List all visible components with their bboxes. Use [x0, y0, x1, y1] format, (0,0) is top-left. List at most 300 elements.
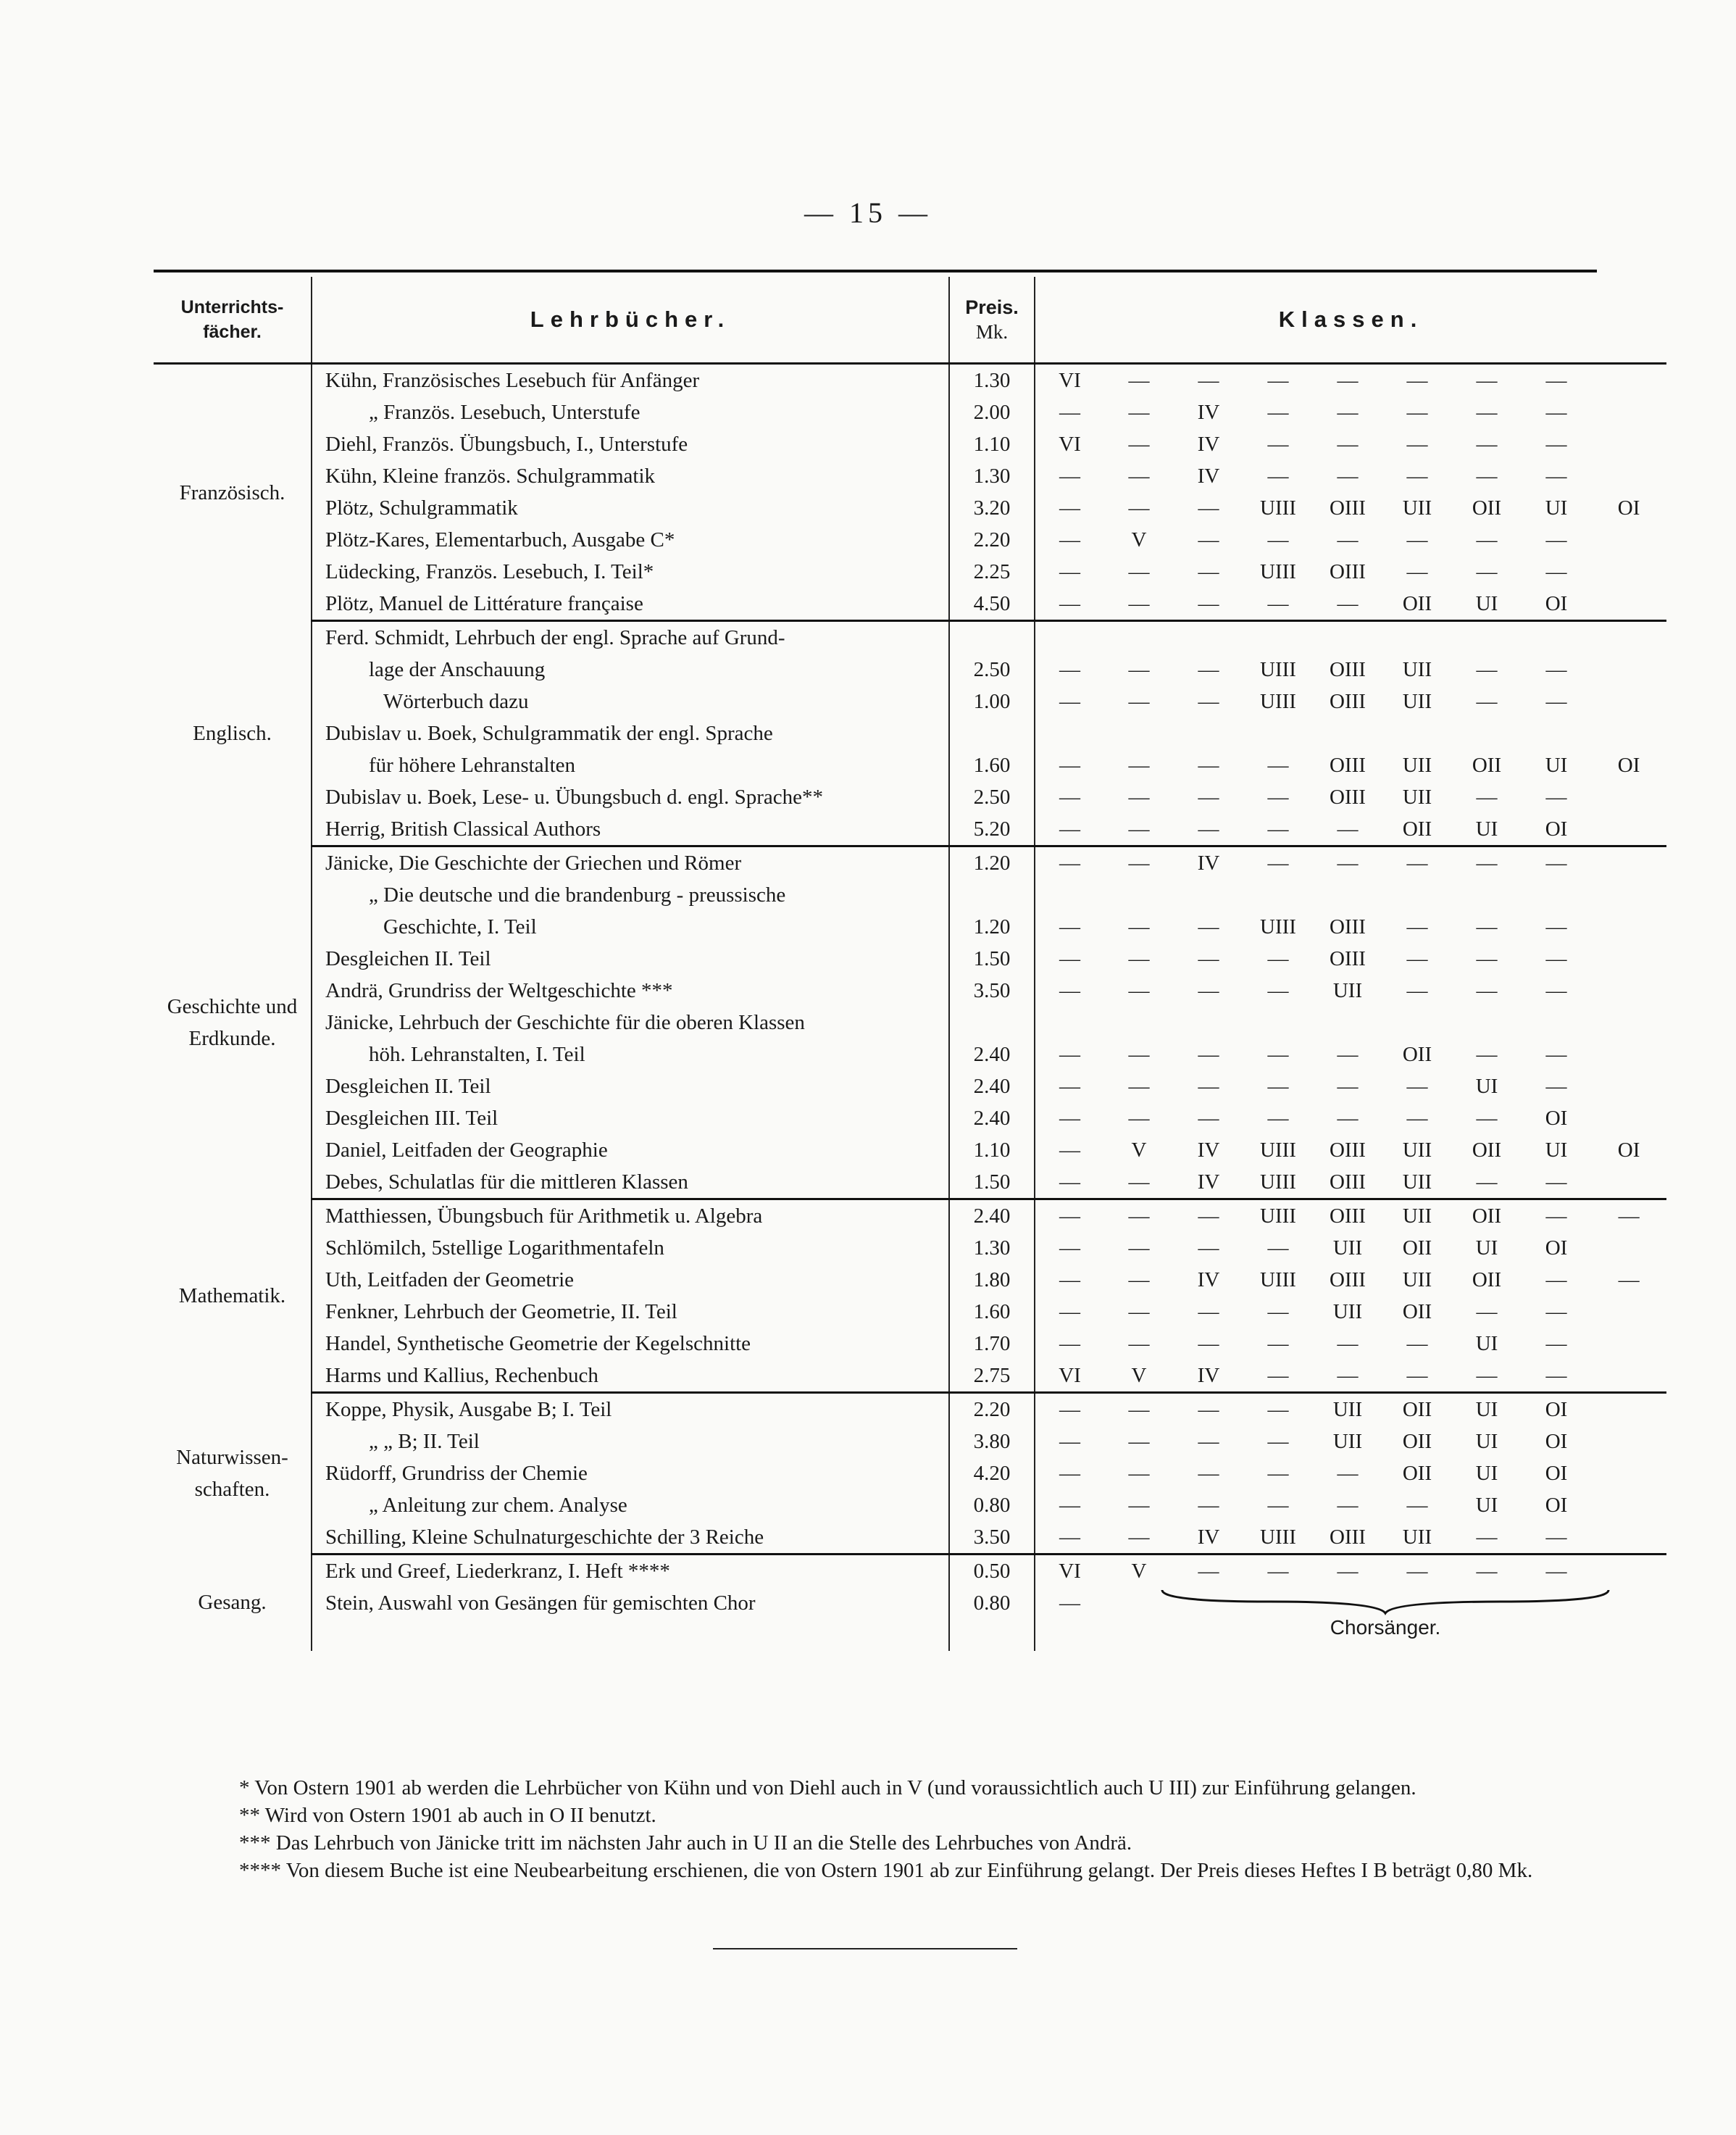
class-cell — [1591, 686, 1666, 717]
class-cell — [1243, 717, 1313, 749]
class-cell: — — [1476, 1559, 1498, 1583]
class-cell: — — [1128, 915, 1150, 939]
table-row — [154, 781, 1666, 813]
book-title: „ Anleitung zur chem. Analyse — [312, 1489, 949, 1521]
book-price — [949, 879, 1035, 911]
class-cell: — — [1267, 785, 1289, 809]
book-title: Wörterbuch dazu — [312, 686, 949, 717]
table-row — [154, 1166, 1666, 1199]
table-row — [154, 492, 1666, 524]
book-title: „ Französ. Lesebuch, Unterstufe — [312, 396, 949, 428]
class-cell: — — [1267, 978, 1289, 1002]
class-cell — [1591, 1232, 1666, 1264]
class-cell: V — [1104, 1360, 1174, 1393]
table-row — [154, 1426, 1666, 1457]
class-cell: — — [1406, 1331, 1428, 1355]
table-row — [154, 1521, 1666, 1555]
table-row — [154, 396, 1666, 428]
class-cell — [1591, 428, 1666, 460]
class-cell: — — [1128, 1236, 1150, 1260]
class-cell — [1452, 1007, 1522, 1039]
class-cell: OI — [1545, 1397, 1568, 1421]
class-cell — [1591, 1007, 1666, 1039]
class-cell: IV — [1174, 1166, 1243, 1199]
book-title: Herrig, British Classical Authors — [312, 813, 949, 846]
class-cell: VI — [1035, 1555, 1104, 1588]
table-row — [154, 1102, 1666, 1134]
class-cell: UII — [1402, 1268, 1432, 1291]
subject-cell: Geschichte und Erdkunde. — [167, 995, 298, 1050]
class-cell: OIII — [1330, 689, 1366, 713]
class-cell — [1591, 717, 1666, 749]
table-row — [154, 1007, 1666, 1039]
book-title: Andrä, Grundriss der Weltgeschichte *** — [312, 975, 949, 1007]
class-cell: — — [1618, 1204, 1640, 1228]
class-cell: UI — [1475, 1493, 1498, 1517]
class-cell: — — [1035, 1296, 1104, 1328]
class-cell: — — [1267, 946, 1289, 970]
class-cell: OI — [1545, 1429, 1568, 1453]
class-cell: OIII — [1330, 753, 1366, 777]
footnote-4: **** Von diesem Buche ist eine Neubearbeitung erschienen, die von Ostern 1901 ab zur Einführung gelangt. Der Preis dieses Heftes I B beträgt 0,80 Mk. — [239, 1859, 1533, 1882]
table-row — [154, 364, 1666, 397]
book-title: für höhere Lehranstalten — [312, 749, 949, 781]
book-title: Harms und Kallius, Rechenbuch — [312, 1360, 949, 1393]
class-cell — [1382, 717, 1452, 749]
class-cell — [1591, 1489, 1666, 1521]
class-cell: — — [1406, 1559, 1428, 1583]
class-cell: — — [1406, 978, 1428, 1002]
table-row — [154, 879, 1666, 911]
class-cell: — — [1035, 1039, 1104, 1070]
book-price: 2.75 — [949, 1360, 1035, 1393]
class-cell: UI — [1545, 753, 1568, 777]
book-title: Uth, Leitfaden der Geometrie — [312, 1264, 949, 1296]
class-cell: — — [1035, 556, 1104, 588]
class-cell: — — [1035, 1393, 1104, 1426]
book-price: 4.50 — [949, 588, 1035, 621]
class-cell — [1104, 1007, 1174, 1039]
class-cell: OI — [1617, 753, 1640, 777]
class-cell: — — [1128, 689, 1150, 713]
class-cell: — — [1476, 978, 1498, 1002]
class-cell: — — [1337, 464, 1359, 488]
class-cell — [1174, 621, 1243, 654]
class-cell: — — [1267, 528, 1289, 552]
class-cell: OI — [1545, 1461, 1568, 1485]
class-cell — [1174, 1007, 1243, 1039]
class-cell: — — [1128, 559, 1150, 583]
class-cell: — — [1104, 588, 1174, 621]
subject-cell: Naturwissen-schaften. — [176, 1446, 288, 1501]
class-cell: — — [1243, 1360, 1313, 1393]
class-cell: — — [1406, 915, 1428, 939]
class-cell: OI — [1617, 1138, 1640, 1162]
class-cell: — — [1128, 753, 1150, 777]
class-cell: — — [1035, 781, 1104, 813]
class-cell — [1591, 879, 1666, 911]
book-price: 2.40 — [949, 1039, 1035, 1070]
class-cell: UII — [1402, 753, 1432, 777]
class-cell: — — [1476, 432, 1498, 456]
class-cell: — — [1198, 753, 1219, 777]
table-row — [154, 975, 1666, 1007]
class-cell: — — [1035, 846, 1104, 880]
book-title: Schlömilch, 5stellige Logarithmentafeln — [312, 1232, 949, 1264]
class-cell: IV — [1197, 432, 1220, 456]
class-cell — [1035, 1007, 1104, 1039]
class-cell: OIII — [1330, 657, 1366, 681]
class-cell: OII — [1382, 813, 1452, 846]
book-title: Rüdorff, Grundriss der Chemie — [312, 1457, 949, 1489]
class-cell: — — [1476, 851, 1498, 875]
book-title: Plötz, Schulgrammatik — [312, 492, 949, 524]
table-row — [154, 846, 1666, 880]
class-cell: OI — [1545, 1236, 1568, 1260]
class-cell: — — [1476, 689, 1498, 713]
class-cell: — — [1035, 588, 1104, 621]
book-title: Desgleichen III. Teil — [312, 1102, 949, 1134]
book-title: Plötz, Manuel de Littérature française — [312, 588, 949, 621]
class-cell: OII — [1402, 1299, 1432, 1323]
class-cell: UI — [1475, 1236, 1498, 1260]
class-cell: — — [1198, 1559, 1219, 1583]
book-price: 3.50 — [949, 1521, 1035, 1555]
table-row — [154, 556, 1666, 588]
book-price: 1.70 — [949, 1328, 1035, 1360]
book-price: 2.50 — [949, 654, 1035, 686]
class-cell — [1591, 911, 1666, 943]
table-row — [154, 621, 1666, 654]
class-cell: — — [1267, 1042, 1289, 1066]
book-price: 2.40 — [949, 1102, 1035, 1134]
class-cell: — — [1104, 813, 1174, 846]
class-cell: UII — [1402, 785, 1432, 809]
table-row — [154, 1232, 1666, 1264]
book-title: Debes, Schulatlas für die mittleren Klassen — [312, 1166, 949, 1199]
class-cell: — — [1035, 654, 1104, 686]
page-number: — 15 — — [804, 196, 932, 229]
book-price: 1.50 — [949, 943, 1035, 975]
class-cell: OIII — [1330, 915, 1366, 939]
class-cell — [1243, 621, 1313, 654]
book-title: Kühn, Kleine französ. Schulgrammatik — [312, 460, 949, 492]
book-price — [949, 621, 1035, 654]
class-cell: — — [1198, 1493, 1219, 1517]
class-cell: UII — [1402, 1138, 1432, 1162]
class-cell: OIII — [1330, 1138, 1366, 1162]
subject-cell: Englisch. — [193, 722, 272, 745]
class-cell: — — [1035, 1102, 1104, 1134]
table-row — [154, 911, 1666, 943]
class-cell: OII — [1382, 588, 1452, 621]
class-cell: OIII — [1330, 946, 1366, 970]
class-cell: — — [1128, 1204, 1150, 1228]
book-price: 1.30 — [949, 364, 1035, 397]
class-cell: IV — [1174, 1360, 1243, 1393]
class-cell: — — [1406, 1106, 1428, 1130]
class-cell: UII — [1382, 1166, 1452, 1199]
footnotes — [138, 1774, 1587, 1884]
book-price: 2.50 — [949, 781, 1035, 813]
class-cell: — — [1174, 813, 1243, 846]
class-cell — [1591, 1102, 1666, 1134]
class-cell: — — [1337, 432, 1359, 456]
class-cell — [1591, 524, 1666, 556]
class-cell — [1591, 654, 1666, 686]
class-cell: — — [1128, 400, 1150, 424]
class-cell: UII — [1382, 1521, 1452, 1555]
class-cell: OII — [1402, 1461, 1432, 1485]
header-subject: Unterrichts-fächer. — [180, 297, 284, 342]
class-cell: — — [1128, 1268, 1150, 1291]
class-cell: UII — [1332, 1429, 1363, 1453]
class-cell: — — [1128, 496, 1150, 520]
chorsaenger-brace — [1104, 1587, 1666, 1651]
class-cell: VI — [1035, 1360, 1104, 1393]
table-row — [154, 588, 1666, 621]
class-cell: — — [1267, 1074, 1289, 1098]
table-row — [154, 1134, 1666, 1166]
subject-cell: Gesang. — [198, 1591, 267, 1615]
class-cell: OII — [1472, 1204, 1502, 1228]
class-cell: — — [1545, 528, 1567, 552]
book-price: 1.00 — [949, 686, 1035, 717]
class-cell: — — [1128, 1493, 1150, 1517]
class-cell: VI — [1035, 428, 1104, 460]
class-cell: — — [1198, 1461, 1219, 1485]
class-cell — [1591, 460, 1666, 492]
class-cell: — — [1128, 1042, 1150, 1066]
class-cell: — — [1382, 1360, 1452, 1393]
class-cell — [1591, 1457, 1666, 1489]
class-cell: — — [1545, 1331, 1567, 1355]
class-cell — [1591, 1296, 1666, 1328]
class-cell: — — [1128, 785, 1150, 809]
class-cell: — — [1198, 978, 1219, 1002]
book-title: Jänicke, Lehrbuch der Geschichte für die oberen Klassen — [312, 1007, 949, 1039]
class-cell — [1104, 621, 1174, 654]
class-cell — [1313, 1007, 1382, 1039]
class-cell — [1174, 879, 1243, 911]
book-price: 0.80 — [949, 1587, 1035, 1619]
class-cell — [1591, 364, 1666, 397]
class-cell — [1591, 1328, 1666, 1360]
class-cell: — — [1313, 813, 1382, 846]
class-cell: — — [1035, 1070, 1104, 1102]
class-cell: — — [1313, 588, 1382, 621]
class-cell: — — [1198, 496, 1219, 520]
class-cell: UI — [1545, 1138, 1568, 1162]
book-price: 2.40 — [949, 1070, 1035, 1102]
book-price: 1.10 — [949, 428, 1035, 460]
class-cell — [1591, 621, 1666, 654]
book-price: 1.20 — [949, 911, 1035, 943]
book-price: 0.50 — [949, 1555, 1035, 1588]
book-price: 1.20 — [949, 846, 1035, 880]
class-cell — [1591, 1360, 1666, 1393]
class-cell: — — [1545, 978, 1567, 1002]
book-price: 0.80 — [949, 1489, 1035, 1521]
class-cell: — — [1035, 1426, 1104, 1457]
class-cell: — — [1198, 1106, 1219, 1130]
book-title: Stein, Auswahl von Gesängen für gemischten Chor — [312, 1587, 949, 1619]
class-cell — [1591, 975, 1666, 1007]
class-cell — [1591, 1426, 1666, 1457]
class-cell: — — [1267, 1331, 1289, 1355]
book-title: „ „ B; II. Teil — [312, 1426, 949, 1457]
class-cell: — — [1545, 559, 1567, 583]
class-cell: — — [1545, 785, 1567, 809]
book-title: Geschichte, I. Teil — [312, 911, 949, 943]
class-cell: — — [1406, 432, 1428, 456]
class-cell — [1313, 621, 1382, 654]
class-cell: UII — [1402, 496, 1432, 520]
table-row — [154, 943, 1666, 975]
class-cell — [1522, 621, 1591, 654]
book-price: 2.20 — [949, 1393, 1035, 1426]
book-price: 3.80 — [949, 1426, 1035, 1457]
class-cell: — — [1406, 559, 1428, 583]
class-cell — [1035, 621, 1104, 654]
class-cell: — — [1452, 1521, 1522, 1555]
class-cell: — — [1337, 400, 1359, 424]
class-cell: OI — [1522, 588, 1591, 621]
book-title: höh. Lehranstalten, I. Teil — [312, 1039, 949, 1070]
table-row — [154, 749, 1666, 781]
class-cell: — — [1476, 657, 1498, 681]
class-cell: — — [1267, 1493, 1289, 1517]
class-cell: — — [1035, 1166, 1104, 1199]
class-cell: — — [1267, 464, 1289, 488]
class-cell: — — [1267, 851, 1289, 875]
book-price: 1.60 — [949, 1296, 1035, 1328]
class-cell: UI — [1475, 1429, 1498, 1453]
class-cell: — — [1035, 1134, 1104, 1166]
class-cell: UIII — [1260, 1138, 1296, 1162]
class-cell: OI — [1617, 496, 1640, 520]
class-cell: UIII — [1260, 915, 1296, 939]
class-cell: — — [1476, 785, 1498, 809]
class-cell: — — [1035, 749, 1104, 781]
book-title: Koppe, Physik, Ausgabe B; I. Teil — [312, 1393, 949, 1426]
book-title: Desgleichen II. Teil — [312, 1070, 949, 1102]
table-row — [154, 1489, 1666, 1521]
class-cell: OII — [1402, 1236, 1432, 1260]
table-row — [154, 1199, 1666, 1233]
class-cell: — — [1337, 1461, 1359, 1485]
class-cell: — — [1198, 1204, 1219, 1228]
class-cell: — — [1522, 1166, 1591, 1199]
class-cell: — — [1128, 1299, 1150, 1323]
book-price: 5.20 — [949, 813, 1035, 846]
class-cell: OII — [1472, 1138, 1502, 1162]
book-price: 2.40 — [949, 1199, 1035, 1233]
class-cell: — — [1522, 1360, 1591, 1393]
table-row — [154, 717, 1666, 749]
class-cell: — — [1198, 946, 1219, 970]
book-title: Plötz-Kares, Elementarbuch, Ausgabe C* — [312, 524, 949, 556]
class-cell: UII — [1402, 657, 1432, 681]
class-cell: — — [1198, 915, 1219, 939]
book-title: Jänicke, Die Geschichte der Griechen und Römer — [312, 846, 949, 880]
header-price — [949, 277, 1035, 364]
class-cell: — — [1545, 1268, 1567, 1291]
class-cell: UI — [1475, 1074, 1498, 1098]
top-rule — [154, 270, 1597, 272]
class-cell — [1243, 879, 1313, 911]
class-cell: UIII — [1260, 657, 1296, 681]
class-cell — [1313, 717, 1382, 749]
class-cell — [1035, 879, 1104, 911]
class-cell: UI — [1545, 496, 1568, 520]
class-cell: — — [1198, 1331, 1219, 1355]
class-cell: V — [1131, 1559, 1147, 1583]
class-cell: — — [1128, 946, 1150, 970]
class-cell: — — [1406, 528, 1428, 552]
textbook-table — [154, 277, 1666, 1651]
class-cell: UI — [1452, 813, 1522, 846]
header-price-title: Preis. — [965, 296, 1019, 318]
book-price: 1.60 — [949, 749, 1035, 781]
class-cell — [1591, 1039, 1666, 1070]
class-cell — [1591, 1070, 1666, 1102]
table-row — [154, 1555, 1666, 1588]
table-row — [154, 1328, 1666, 1360]
table-row — [154, 813, 1666, 846]
footnote-1: * Von Ostern 1901 ab werden die Lehrbücher von Kühn und von Diehl auch in V (und voraussichtlich auch U III) zur Einführung gelangen. — [239, 1776, 1416, 1799]
empty-cell — [949, 1619, 1035, 1651]
class-cell: V — [1131, 528, 1147, 552]
class-cell: — — [1267, 432, 1289, 456]
class-cell: — — [1476, 368, 1498, 392]
empty-cell — [312, 1619, 949, 1651]
class-cell: — — [1035, 524, 1104, 556]
book-title: Dubislav u. Boek, Lese- u. Übungsbuch d. engl. Sprache** — [312, 781, 949, 813]
class-cell: OIII — [1330, 785, 1366, 809]
class-cell: — — [1035, 813, 1104, 846]
class-cell: — — [1035, 943, 1104, 975]
class-cell: UIII — [1243, 1521, 1313, 1555]
class-cell: — — [1035, 1587, 1104, 1619]
class-cell: — — [1198, 657, 1219, 681]
class-cell: — — [1035, 686, 1104, 717]
class-cell — [1591, 556, 1666, 588]
class-cell — [1522, 717, 1591, 749]
class-cell: UII — [1402, 1204, 1432, 1228]
book-title: „ Die deutsche und die brandenburg - preussische — [312, 879, 949, 911]
book-price — [949, 717, 1035, 749]
class-cell — [1591, 781, 1666, 813]
table-row — [154, 1070, 1666, 1102]
class-cell: — — [1198, 559, 1219, 583]
class-cell: — — [1128, 978, 1150, 1002]
class-cell: UIII — [1243, 1166, 1313, 1199]
class-cell: — — [1267, 1299, 1289, 1323]
class-cell: — — [1035, 1457, 1104, 1489]
class-cell: — — [1545, 689, 1567, 713]
book-title: Handel, Synthetische Geometrie der Kegelschnitte — [312, 1328, 949, 1360]
class-cell: OII — [1472, 753, 1502, 777]
class-cell: — — [1267, 1429, 1289, 1453]
class-cell: — — [1198, 1042, 1219, 1066]
table-row — [154, 686, 1666, 717]
book-price: 1.30 — [949, 1232, 1035, 1264]
class-cell: — — [1128, 1429, 1150, 1453]
header-price-unit: Mk. — [975, 321, 1009, 343]
class-cell: — — [1128, 368, 1150, 392]
textbook-table-wrapper — [154, 270, 1640, 1651]
